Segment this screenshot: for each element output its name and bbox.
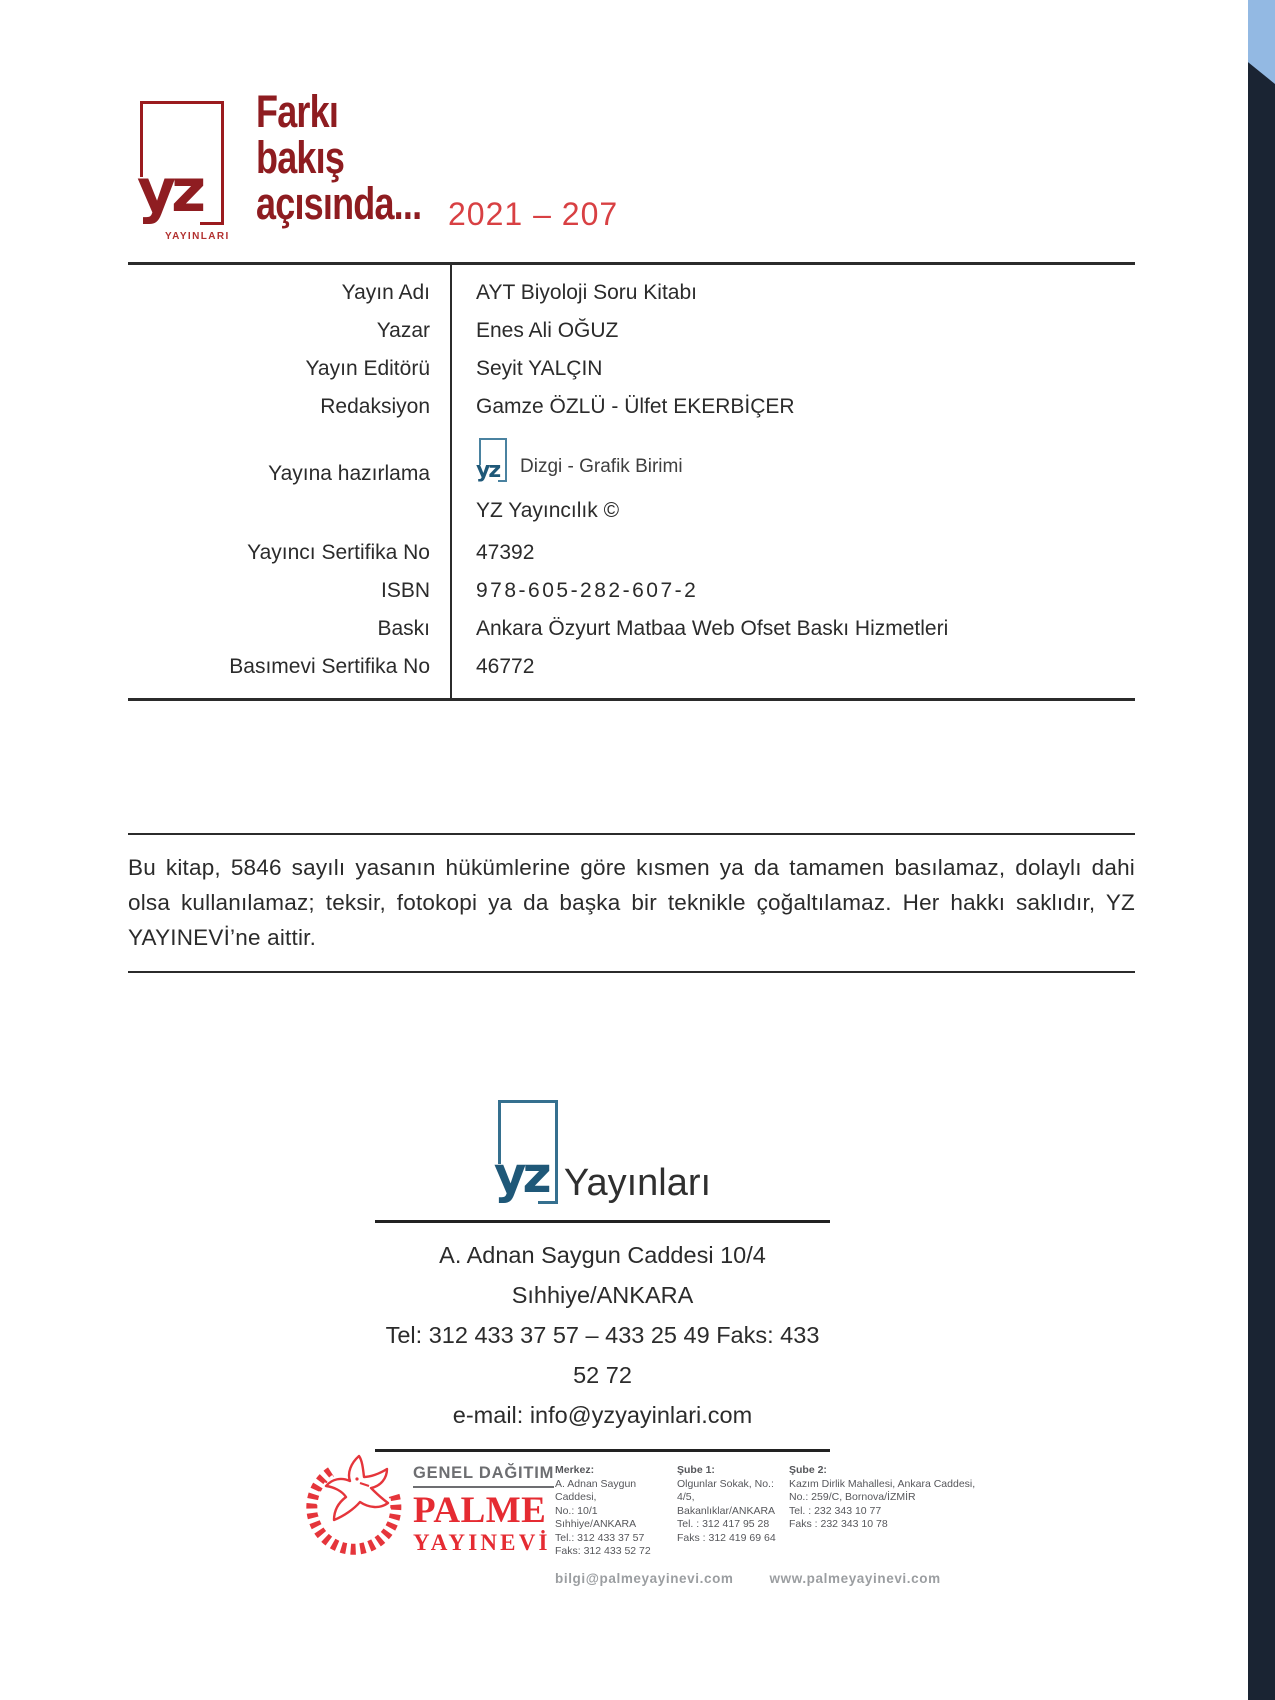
imprint-row [128, 648, 1135, 686]
publisher-address: A. Adnan Saygun Caddesi 10/4 Sıhhiye/ANKARA [439, 1242, 766, 1308]
branch-line: Tel. : 232 343 10 77 [789, 1504, 882, 1517]
imprint-row [128, 572, 1135, 610]
imprint-value: YZ Yayıncılık © [476, 499, 620, 522]
palme-name-block [413, 1464, 555, 1555]
brand-slogan [256, 86, 422, 251]
right-edge-bar-cap [1248, 0, 1275, 84]
imprint-row [128, 274, 1135, 312]
edition-code: 2021 – 207 [448, 196, 619, 232]
yz-logo-caption: YAYINLARI [165, 231, 230, 242]
imprint-value: Ankara Özyurt Matbaa Web Ofset Baskı Hizmetleri [476, 617, 949, 640]
branch-line: A. Adnan Saygun Caddesi, [555, 1477, 637, 1503]
branch-merkez [555, 1464, 677, 1559]
imprint-value: Gamze ÖZLÜ - Ülfet EKERBİÇER [476, 395, 795, 418]
branch-sube1 [677, 1464, 789, 1559]
slogan-line: bakış [256, 132, 345, 183]
imprint-value: AYT Biyoloji Soru Kitabı [476, 281, 697, 304]
yz-logo-mini-letters: yz [476, 458, 500, 483]
imprint-label: Yayına hazırlama [268, 462, 430, 485]
imprint-row [128, 312, 1135, 350]
imprint-value: 46772 [476, 655, 535, 678]
imprint-value: Seyit YALÇIN [476, 357, 603, 380]
palme-website: www.palmeyayinevi.com [769, 1570, 941, 1586]
imprint-row [128, 426, 1135, 488]
imprint-value: Enes Ali OĞUZ [476, 319, 619, 342]
branch-line: Tel.: 312 433 37 57 [555, 1531, 645, 1544]
imprint-value [450, 438, 1135, 486]
yz-logo-mini [476, 438, 510, 486]
publisher-email: e-mail: info@yzyayinlari.com [452, 1402, 753, 1428]
imprint-value: 978-605-282-607-2 [476, 579, 699, 602]
yz-brand-block [137, 86, 463, 251]
palme-subtitle: YAYINEVİ [413, 1530, 551, 1555]
slogan-line: açısında... [256, 178, 422, 229]
branch-title: Merkez: [555, 1464, 595, 1476]
yz-logo-letters: yz [137, 156, 202, 226]
publisher-logo-row [375, 1100, 830, 1208]
imprint-row [128, 488, 1135, 534]
branch-columns [555, 1464, 981, 1586]
palme-contact-row [555, 1571, 981, 1586]
yz-logo-teal-letters: yz [493, 1146, 548, 1204]
palme-title: PALME [413, 1490, 547, 1531]
palme-email: bilgi@palmeyayinevi.com [555, 1570, 734, 1586]
branch-line: No.: 259/C, Bornova/İZMİR [789, 1491, 916, 1503]
imprint-row [128, 610, 1135, 648]
imprint-label: Yayın Editörü [305, 357, 430, 380]
distribution-block [297, 1450, 981, 1586]
imprint-label: Redaksiyon [320, 395, 430, 418]
branch-line: Bakanlıklar/ANKARA [677, 1504, 776, 1517]
imprint-divider [450, 265, 452, 698]
imprint-value-text: Dizgi - Grafik Birimi [520, 456, 683, 477]
imprint-label: Baskı [377, 617, 430, 640]
imprint-value: 47392 [476, 541, 535, 564]
imprint-row [128, 388, 1135, 426]
right-edge-bar [1248, 0, 1275, 1700]
imprint-label: Basımevi Sertifika No [229, 655, 430, 678]
distribution-label: GENEL DAĞITIM [413, 1464, 554, 1488]
copyright-notice: Bu kitap, 5846 sayılı yasanın hükümlerine göre kısmen ya da tamamen basılamaz, dolaylı dahi olsa kullanılamaz; teksir, fotokopi ya da başka bir teknikle çoğaltılamaz. Her hakkı saklıdır, YZ YAYINEVİ’ne aittir. [128, 833, 1135, 973]
branch-line: Faks : 232 343 10 78 [789, 1518, 888, 1530]
yz-logo-red [137, 95, 240, 251]
publisher-phone: Tel: 312 433 37 57 – 433 25 49 Faks: 433 52 72 [385, 1322, 820, 1388]
publisher-block [375, 1100, 830, 1452]
branch-line: Tel. : 312 417 95 28 [677, 1518, 770, 1530]
publisher-name: Yayınları [563, 1162, 712, 1204]
publisher-contact [375, 1220, 830, 1452]
branch-line: No.: 10/1 Sıhhiye/ANKARA [555, 1504, 637, 1530]
imprint-row [128, 534, 1135, 572]
imprint-label: Yazar [376, 319, 430, 342]
branch-title: Şube 1: [677, 1464, 715, 1476]
yz-logo-teal [494, 1100, 558, 1208]
dove-wreath-icon [297, 1450, 407, 1568]
imprint-label: Yayıncı Sertifika No [247, 541, 430, 564]
imprint-table [128, 262, 1135, 701]
imprint-label: ISBN [380, 579, 430, 602]
imprint-label: Yayın Adı [341, 281, 430, 304]
branch-sube2 [789, 1464, 981, 1559]
branch-line: Kazım Dirlik Mahallesi, Ankara Caddesi, [789, 1477, 976, 1490]
slogan-line: Farkı [256, 86, 339, 137]
imprint-row [128, 350, 1135, 388]
branch-line: Faks: 312 433 52 72 [555, 1545, 651, 1557]
branch-line: Faks : 312 419 69 64 [677, 1531, 776, 1544]
branch-title: Şube 2: [789, 1464, 827, 1476]
branch-line: Olgunlar Sokak, No.: 4/5, [677, 1477, 774, 1503]
